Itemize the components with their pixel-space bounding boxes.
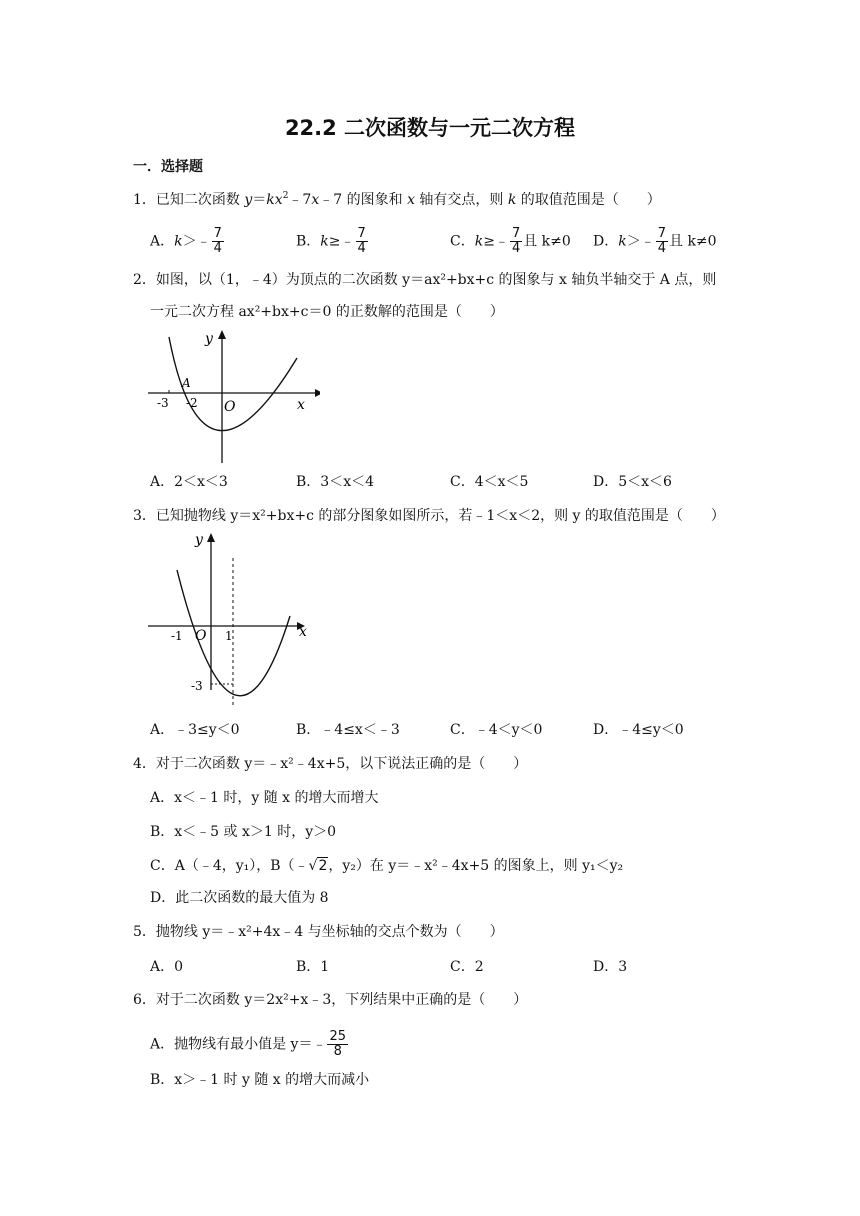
- question-2-option-b[interactable]: B．3＜x＜4: [296, 474, 374, 490]
- x-axis-label: x: [297, 397, 305, 413]
- question-2-stem-line-2: 一元二次方程 ax²+bx+c＝0 的正数解的范围是（ ）: [150, 304, 504, 320]
- question-4-option-a[interactable]: A．x＜﹣1 时，y 随 x 的增大而增大: [150, 790, 379, 806]
- point-a-label: A: [182, 376, 191, 390]
- x-axis-label: x: [299, 624, 307, 640]
- question-3-option-c[interactable]: C．﹣4＜y＜0: [450, 722, 543, 738]
- tick-label-minus-3: -3: [191, 679, 203, 693]
- question-1-option-a[interactable]: A．k＞﹣ $\frac{7}{4}$: [150, 226, 222, 256]
- tick-label-minus-1: -1: [171, 629, 183, 643]
- question-3-option-a[interactable]: A．﹣3≤y＜0: [150, 722, 240, 738]
- sqrt-2: ﹣√2: [294, 858, 328, 874]
- tick-label-1: 1: [225, 629, 233, 643]
- origin-label: O: [195, 628, 207, 644]
- question-5-option-c[interactable]: C．2: [450, 959, 484, 975]
- question-2-option-c[interactable]: C．4＜x＜5: [450, 474, 529, 490]
- origin-label: O: [224, 399, 236, 415]
- question-5-option-a[interactable]: A．0: [150, 959, 184, 975]
- question-2-option-a[interactable]: A．2＜x＜3: [150, 474, 228, 490]
- question-3-stem: 3．已知抛物线 y＝x²+bx+c 的部分图象如图所示，若﹣1＜x＜2，则 y 的取值范围是（ ）: [133, 508, 725, 524]
- question-4-option-b[interactable]: B．x＜﹣5 或 x＞1 时，y＞0: [150, 824, 337, 840]
- question-2-graph: [145, 325, 320, 467]
- question-3-option-b[interactable]: B．﹣4≤x＜﹣3: [296, 722, 400, 738]
- question-1-stem: 1．已知二次函数 $y=kx^2﹣7x﹣7$ 的图象和 x 轴有交点，则 k 的取值范围是（ ）: [133, 191, 661, 208]
- question-6-option-b[interactable]: B．x＞﹣1 时 y 随 x 的增大而减小: [150, 1072, 370, 1088]
- question-3-option-d[interactable]: D．﹣4≤y＜0: [593, 722, 684, 738]
- question-4-stem: 4．对于二次函数 y＝﹣x²﹣4x+5，以下说法正确的是（ ）: [133, 756, 528, 772]
- section-heading: 一．选择题: [133, 159, 203, 175]
- y-axis-label: y: [205, 331, 213, 347]
- question-3-graph: [145, 528, 320, 710]
- question-5-stem: 5．抛物线 y＝﹣x²+4x﹣4 与坐标轴的交点个数为（ ）: [133, 924, 504, 940]
- tick-label-minus-3: -3: [157, 396, 169, 410]
- question-5-option-b[interactable]: B．1: [296, 959, 330, 975]
- y-axis-arrow: [207, 533, 215, 542]
- question-1-option-d[interactable]: D．k＞﹣ $\frac{7}{4}$ 且 k≠0: [593, 226, 717, 256]
- tick-label-minus-2: -2: [186, 396, 198, 410]
- question-6-stem: 6．对于二次函数 y＝2x²+x﹣3，下列结果中正确的是（ ）: [133, 992, 528, 1008]
- question-5-option-d[interactable]: D．3: [593, 959, 628, 975]
- question-2-stem-line-1: 2．如图，以（1，﹣4）为顶点的二次函数 y＝ax²+bx+c 的图象与 x 轴负半轴交于 A 点，则: [133, 272, 717, 288]
- question-6-option-a[interactable]: A．抛物线有最小值是 y＝﹣ $\frac{25}{8}$: [150, 1029, 347, 1059]
- page-title: 22.2 二次函数与一元二次方程: [284, 116, 576, 140]
- question-1-option-b[interactable]: B．k≥﹣ $\frac{7}{4}$: [296, 226, 366, 256]
- question-1-option-c[interactable]: C．k≥﹣ $\frac{7}{4}$ 且 k≠0: [450, 226, 571, 256]
- x-axis-arrow: [315, 389, 320, 397]
- question-2-option-d[interactable]: D．5＜x＜6: [593, 474, 672, 490]
- question-4-option-d[interactable]: D．此二次函数的最大值为 8: [150, 890, 329, 906]
- y-axis-label: y: [195, 532, 203, 548]
- y-axis-arrow: [218, 330, 226, 339]
- question-4-option-c[interactable]: C．A（﹣4，y₁），B（﹣√2，y₂）在 y＝﹣x²﹣4x+5 的图象上，则 y₁＜y₂: [150, 858, 624, 874]
